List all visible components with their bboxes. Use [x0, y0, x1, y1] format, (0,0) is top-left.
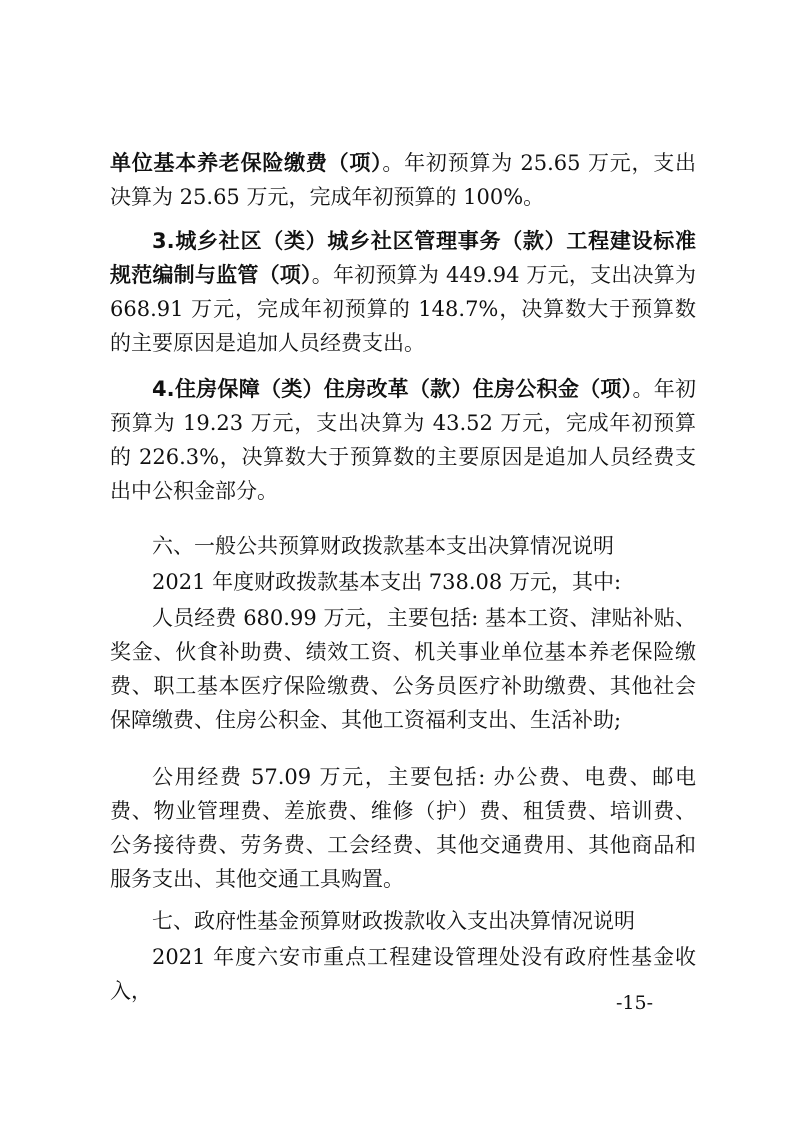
paragraph-urban-community: [110, 224, 696, 360]
section-heading-7: 七、政府性基金预算财政拨款收入支出决算情况说明: [152, 909, 635, 933]
paragraph-text: 。年初预算为 449.94 万元，支出决算为 668.91 万元，完成年初预算的 148.7%，决算数大于预算数的主要原因是追加人员经费支出。: [110, 263, 696, 355]
paragraph-fund-income: 2021 年度六安市重点工程建设管理处没有政府性基金收入，: [110, 945, 696, 1003]
paragraph-basic-expenditure: 2021 年度财政拨款基本支出 738.08 万元，其中:: [152, 570, 622, 594]
paragraph-housing: [110, 372, 696, 508]
paragraph-personnel-expenses: 人员经费 680.99 万元，主要包括: 基本工资、津贴补贴、奖金、伙食补助费、绩效工资、机关事业单位基本养老保险缴费、职工基本医疗保险缴费、公务员医疗补助缴费、其他社会保障缴费、住房公积金、其他工资福利支出、生活补助;: [110, 606, 696, 732]
page-number: -15-: [616, 992, 654, 1014]
section-heading-6: 六、一般公共预算财政拨款基本支出决算情况说明: [152, 534, 614, 558]
paragraph-text: 。年初预算为 19.23 万元，支出决算为 43.52 万元，完成年初预算的 226.3%，决算数大于预算数的主要原因是追加人员经费支出中公积金部分。: [110, 377, 697, 503]
bold-item-title: 3.城乡社区（类）城乡社区管理事务（款）工程建设标准规范编制与监管（项）: [110, 229, 696, 287]
bold-item-title: 单位基本养老保险缴费（项）: [110, 151, 383, 175]
paragraph-text: 。年初预算为 25.65 万元，支出决算为 25.65 万元，完成年初预算的 100%。: [110, 151, 697, 209]
bold-item-title: 4.住房保障（类）住房改革（款）住房公积金（项）: [152, 377, 633, 401]
paragraph-pension: [110, 146, 696, 214]
paragraph-public-expenses: 公用经费 57.09 万元，主要包括: 办公费、电费、邮电费、物业管理费、差旅费、维修（护）费、租赁费、培训费、公务接待费、劳务费、工会经费、其他交通费用、其他商品和服务支出、其他交通工具购置。: [110, 765, 696, 891]
